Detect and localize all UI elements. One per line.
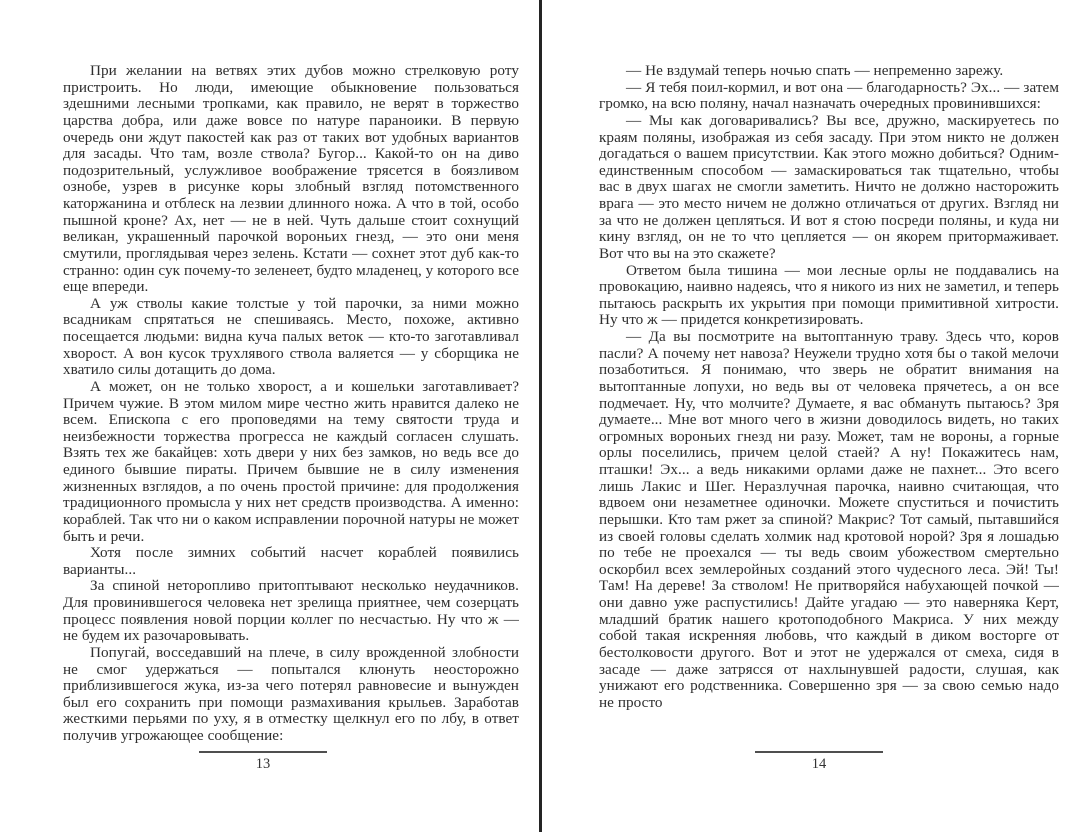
right-page-footer [755,751,883,773]
paragraph: — Мы как договаривались? Вы все, дружно, маскируетесь по краям поляны, изображая из себя засаду. При этом никто не должен догадаться о вашем присутствии. Как этого можно добиться? Одним-единственным способом — замаскироваться так тщательно, чтобы вас в двух шагах не смогли заметить. Ничто не должно насторожить врага — это место ничем не должно отличаться от других. Взгляд ни за что не должен цепляться. И вот я стою посреди поляны, и куда ни кину взгляд, он не то что цепляется — он якорем притормаживает. Вот что вы на это скажете? [599,111,1059,262]
right-page[interactable] [599,63,1059,753]
page-divider [539,0,542,832]
paragraph: Попугай, восседавший на плече, в силу врожденной злобности не смог удержаться — попытался клюнуть неосторожно приблизившегося жука, из-за чего потерял равновесие и вынужден был его сохранить при помощи размахивания крыльев. Заработав жесткими перьями по уху, я в отместку щелкнул его по лбу, в ответ получив угрожающее сообщение: [63,643,519,744]
page-number: 14 [811,756,827,772]
paragraph: — Да вы посмотрите на вытоптанную траву. Здесь что, коров пасли? А почему нет навоза? Неужели трудно хотя бы о такой мелочи позаботиться. Я понимаю, что зверь не обратит внимания на вытоптанные лопухи, но ведь вы от человека прячетесь, а он все подмечает. Ну, что молчите? Думаете, я вас обмануть пытаюсь? Зря думаете... Мне вот много чего в жизни доводилось видеть, но таких огромных вороньих гнезд ни разу. Может, там не вороны, а горные орлы поселились, причем целой стаей? А ну! Покажитесь нам, пташки! Эх... а ведь никакими орлами даже не пахнет... Это всего лишь Лакис и Шег. Неразлучная парочка, наивно считающая, что вдвоем они незаметнее одиночки. Можете спуститься и почистить перышки. Кто там ржет за спиной? Макрис? Тот самый, пытавшийся из своей головы сделать холмик над кротовой норой? Зря я лошадью по тебе не проехался — ты ведь своим убожеством смертельно оскорбил всех землеройных созданий этого чудесного леса. Эй! Ты! Там! На дереве! За стволом! Не притворяйся набухающей почкой — они давно уже распустились! Дайте угадаю — это наверняка Керт, младший братик нашего кротоподобного Макриса. У них между собой такая искренняя любовь, что каждый в диком восторге от бестолковости другого. Вот и этот не удержался от смеха, сидя в засаде — даже затрясся от нахлынувшей радости, слушая, как унижают его родственника. Совершенно зря — за свою семью надо не просто [599,328,1059,711]
paragraph: При желании на ветвях этих дубов можно стрелковую роту пристроить. Но люди, имеющие обыкновение пользоваться здешними лесными тропками, как правило, не верят в торжество царства добра, или даже вовсе по натуре параноики. В первую очередь они ждут пакостей как раз от таких вот удобных вариантов для засады. Что там, возле ствола? Бугор... Какой-то он на диво подозрительный, услужливое воображение трясется в боязливом ознобе, узрев в рисунке коры злобный взгляд потомственного каторжанина и отблеск на лезвии длинного ножа. А что в той, особо пышной кроне? Ах, нет — не в ней. Чуть дальше стоит сохнущий великан, украшенный парочкой вороньих гнезд, — это они меня смутили, проглядывая через зелень. Кстати — сохнет этот дуб как-то странно: один сук почему-то зеленеет, будто младенец, у которого все еще впереди. [63,63,519,296]
paragraph: А может, он не только хворост, а и кошельки заготавливает? Причем чужие. В этом милом мире честно жить нравится далеко не всем. Епископа с его проповедями на тему святости труда и неизбежности торжества прогресса не каждый согласен слушать. Взять тех же бакайцев: хоть двери у них без замков, но ведь все до единого бывшие пираты. Причем бывшие не в силу изменения жизненных взглядов, а по очень простой причине: для продолжения традиционного промысла у них нет средств производства. А именно: кораблей. Так что ни о каком исправлении порочной натуры не может быть и речи. [63,377,519,545]
paragraph: Ответом была тишина — мои лесные орлы не поддавались на провокацию, наивно надеясь, что я никого из них не заметил, и теперь пытаюсь раскрыть их укрытия при помощи примитивной хитрости. Ну что ж — придется конкретизировать. [599,261,1059,329]
paragraph: — Не вздумай теперь ночью спать — непременно зарежу. [626,63,1004,79]
footer-rule [199,751,327,753]
paragraph: Хотя после зимних событий насчет кораблей появились варианты... [63,544,519,578]
page-number: 13 [255,756,271,772]
right-page-text [599,63,1059,711]
left-page[interactable] [63,63,519,753]
paragraph: За спиной неторопливо притоптывают несколько неудачников. Для провинившегося человека нет зрелища приятнее, чем созерцать процесс появления новой порции коллег по несчастью. Ну что ж — не будем их разочаровывать. [63,577,519,645]
paragraph: — Я тебя поил-кормил, и вот она — благодарность? Эх... — затем громко, на всю поляну, начал назначать очередных провинившихся: [599,78,1059,113]
left-page-footer [199,751,327,773]
paragraph: А уж стволы какие толстые у той парочки, за ними можно всадникам спрятаться не спешиваясь. Место, похоже, активно посещается людьми: видна куча палых веток — кто-то заготавливал хворост. А вон кусок трухлявого ствола валяется — у сборщика не хватило силы дотащить до дома. [63,294,519,379]
left-page-text [63,63,519,745]
footer-rule [755,751,883,753]
